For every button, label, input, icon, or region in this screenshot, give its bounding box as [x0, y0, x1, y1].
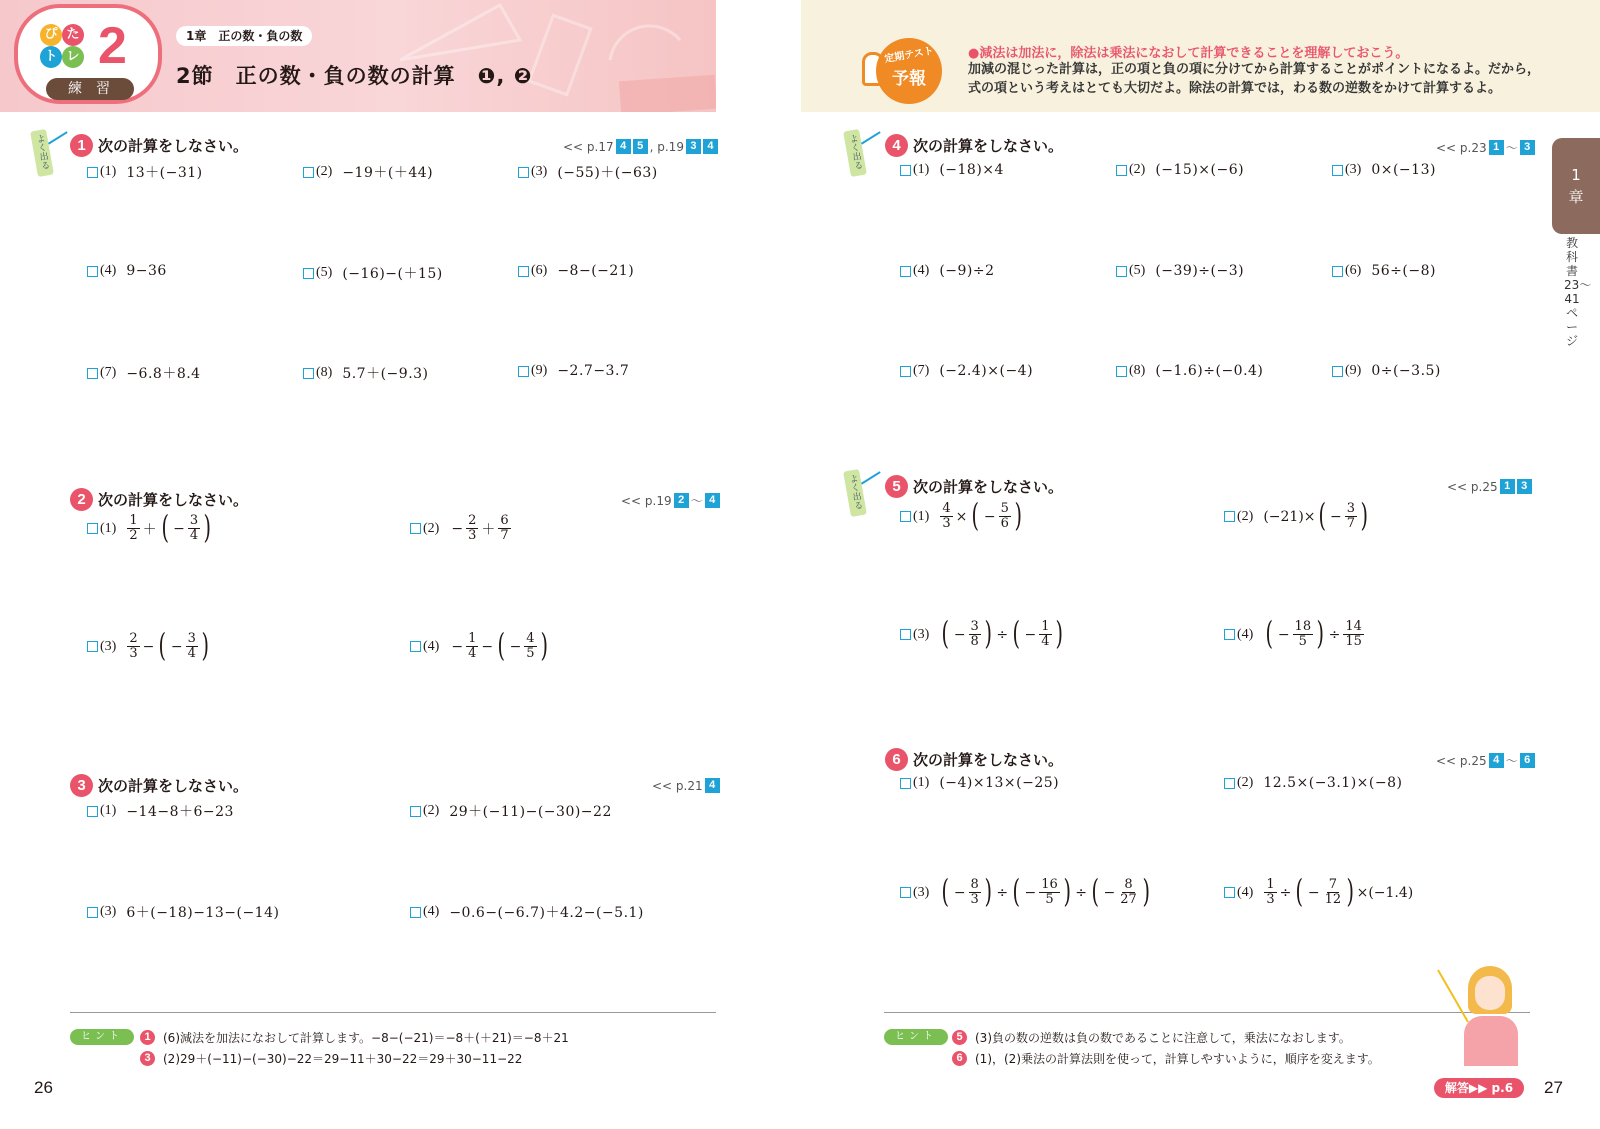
problem-item[interactable]: (4) ( − $\frac{18}{5}$ ) ÷ $\frac{14}{15}$	[1224, 620, 1365, 649]
fraction	[186, 632, 198, 661]
denominator: 3	[129, 646, 138, 661]
checkbox[interactable]	[1332, 165, 1343, 176]
chapter-tab-label: 1 章	[1568, 166, 1584, 206]
checkbox[interactable]	[1224, 887, 1235, 898]
checkbox[interactable]	[1224, 511, 1235, 522]
chapter-label: 1章 正の数・負の数	[176, 26, 312, 46]
checkbox[interactable]	[87, 167, 98, 178]
problem-item[interactable]	[1332, 162, 1436, 178]
problem-expression: (−2.4)×(−4)	[939, 363, 1034, 379]
problem-item[interactable]	[303, 363, 429, 383]
problem-label: (1)	[100, 164, 117, 179]
fraction	[1118, 878, 1139, 907]
checkbox[interactable]	[87, 907, 98, 918]
question-5-header	[885, 475, 1063, 498]
fraction	[1345, 502, 1357, 531]
problem-expression: (−18)×4	[939, 162, 1004, 178]
problem-expression: −6.8＋8.4	[126, 366, 201, 382]
hint-number: 6	[952, 1051, 967, 1066]
problem-item[interactable]	[303, 263, 443, 283]
checkbox[interactable]	[900, 165, 911, 176]
problem-label: (5)	[316, 265, 333, 280]
checkbox[interactable]	[1224, 778, 1235, 789]
problem-label: (6)	[1345, 263, 1362, 278]
question-instruction: 次の計算をしなさい。	[98, 491, 249, 509]
hint-label: ヒント	[884, 1029, 948, 1045]
denominator: 4	[468, 646, 477, 661]
hint-text: (6)減法を加法になおして計算します。−8−(−21)＝−8＋(＋21)＝−8＋21	[163, 1031, 569, 1045]
question-number: 3	[70, 774, 93, 797]
ref-box: 4	[1489, 753, 1504, 768]
problem-label: (1)	[100, 520, 117, 536]
ref-text: << p.23	[1436, 140, 1487, 155]
textbook-reference[interactable]	[652, 778, 720, 793]
fraction	[999, 502, 1011, 531]
ref-box: 6	[1520, 753, 1535, 768]
problem-expression: (−21)×	[1263, 508, 1316, 525]
problem-label: (4)	[423, 638, 440, 654]
pitatore-badge	[6, 2, 166, 108]
problem-label: (4)	[1237, 884, 1254, 900]
question-instruction: 次の計算をしなさい。	[913, 751, 1064, 769]
badge-label: 練習	[46, 78, 134, 100]
problem-label: (8)	[316, 365, 333, 380]
denominator: 27	[1120, 892, 1137, 907]
problem-item[interactable]: (3) $\frac{2}{3}$ − ( − $\frac{3}{4}$ )	[87, 632, 211, 661]
problem-label: (3)	[913, 884, 930, 900]
numerator: 1	[129, 513, 138, 528]
checkbox[interactable]	[518, 167, 529, 178]
problem-label: (4)	[1237, 626, 1254, 642]
problem-expression: 9−36	[126, 263, 167, 279]
hint-row	[140, 1050, 522, 1067]
ref-text: << p.25	[1436, 753, 1487, 768]
problem-expression: 13＋(−31)	[126, 165, 203, 181]
problem-item[interactable]	[1116, 363, 1263, 379]
ref-box: 1	[1500, 479, 1515, 494]
problem-label: (2)	[423, 520, 440, 536]
problem-expression: 0×(−13)	[1371, 162, 1436, 178]
logo-char: ト	[40, 46, 62, 68]
ref-text: << p.17	[563, 139, 614, 154]
question-3-header	[70, 774, 248, 797]
problem-label: (7)	[100, 365, 117, 380]
numerator: 1	[468, 631, 477, 646]
frequent-question-tag	[847, 130, 877, 182]
ref-text: << p.25	[1447, 479, 1498, 494]
denominator: 6	[1000, 516, 1009, 531]
problem-item[interactable]	[87, 363, 201, 383]
fraction	[466, 632, 478, 661]
denominator: 4	[187, 646, 196, 661]
ref-box: 5	[633, 139, 648, 154]
checkbox[interactable]	[1116, 366, 1127, 377]
problem-expression: 56÷(−8)	[1371, 263, 1436, 279]
problem-item[interactable]: (1) $\frac{4}{3}$ × ( − $\frac{5}{6}$ )	[900, 502, 1024, 531]
checkbox[interactable]	[410, 641, 421, 652]
problem-label: (4)	[100, 263, 117, 278]
problem-expression: (−15)×(−6)	[1155, 162, 1245, 178]
ref-box: 3	[1520, 140, 1535, 155]
fraction	[1343, 620, 1364, 649]
numerator: 5	[1000, 501, 1009, 516]
checkbox[interactable]	[900, 511, 911, 522]
problem-item[interactable]	[900, 775, 1059, 791]
fraction	[524, 632, 536, 661]
problem-item[interactable]: (1) $\frac{1}{2}$ ＋ ( − $\frac{3}{4}$ )	[87, 514, 214, 543]
tag-text: よく出る	[846, 133, 863, 171]
problem-expression: ×(−1.4)	[1356, 884, 1414, 901]
fraction	[498, 514, 510, 543]
ref-box: 4	[705, 778, 720, 793]
teacher-body	[1464, 1016, 1518, 1066]
checkbox[interactable]	[900, 366, 911, 377]
problem-expression: 0÷(−3.5)	[1371, 363, 1441, 379]
numerator: 4	[526, 631, 535, 646]
problem-expression: 12.5×(−3.1)×(−8)	[1263, 775, 1403, 791]
textbook-reference[interactable]	[563, 139, 718, 154]
question-number: 1	[70, 134, 93, 157]
textbook-pages-label: 教科書23〜41ページ	[1564, 236, 1592, 348]
test-forecast-badge	[862, 38, 948, 104]
question-6-header	[885, 748, 1063, 771]
fraction	[188, 514, 200, 543]
tape-decoration	[619, 75, 716, 112]
checkbox[interactable]	[1332, 266, 1343, 277]
problem-label: (3)	[1345, 162, 1362, 177]
problem-item[interactable]: (3) ( − $\frac{8}{3}$ ) ÷ ( − $\frac{16}{5}$ ) ÷ ( − $\frac{8}{27}$ )	[900, 878, 1152, 907]
question-instruction: 次の計算をしなさい。	[913, 478, 1064, 496]
problem-label: (7)	[913, 363, 930, 378]
question-instruction: 次の計算をしなさい。	[913, 137, 1064, 155]
hint-number: 1	[140, 1030, 155, 1045]
fraction	[1323, 878, 1344, 907]
problem-label: (3)	[100, 638, 117, 654]
fraction	[940, 502, 952, 531]
problem-label: (2)	[316, 164, 333, 179]
problem-item[interactable]	[900, 162, 1004, 178]
problem-label: (3)	[531, 164, 548, 179]
problem-expression: (−1.6)÷(−0.4)	[1155, 363, 1264, 379]
problem-expression: (−55)＋(−63)	[557, 165, 658, 181]
frequent-question-tag	[34, 130, 64, 182]
problem-item[interactable]	[518, 162, 658, 182]
problem-expression: (−4)×13×(−25)	[939, 775, 1060, 791]
hint-row	[952, 1029, 1351, 1046]
checkbox[interactable]	[87, 806, 98, 817]
problem-item[interactable]	[410, 801, 612, 821]
checkbox[interactable]	[303, 268, 314, 279]
problem-label: (4)	[423, 904, 440, 919]
checkbox[interactable]	[1116, 266, 1127, 277]
question-4-header	[885, 134, 1063, 157]
problem-expression: −2.7−3.7	[557, 363, 630, 379]
problem-label: (1)	[913, 508, 930, 524]
fraction	[127, 514, 139, 543]
fraction	[1293, 620, 1314, 649]
hint-text: (1)，(2)乗法の計算法則を使って，計算しやすいように，順序を変えます。	[975, 1052, 1380, 1066]
problem-label: (1)	[100, 803, 117, 818]
divider	[70, 1012, 716, 1013]
problem-label: (8)	[1129, 363, 1146, 378]
problem-expression: (−9)÷2	[939, 263, 995, 279]
problem-item[interactable]	[87, 162, 203, 182]
problem-label: (9)	[1345, 363, 1362, 378]
page-number-right: 27	[1544, 1078, 1563, 1097]
problem-item[interactable]: (2) − $\frac{2}{3}$ ＋ $\frac{6}{7}$	[410, 514, 512, 543]
forecast-top-text: 定期テスト	[883, 45, 935, 66]
numerator: 8	[970, 877, 979, 892]
checkbox[interactable]	[900, 778, 911, 789]
checkbox[interactable]	[303, 167, 314, 178]
checkbox[interactable]	[518, 366, 529, 377]
ref-box: 1	[1489, 140, 1504, 155]
checkbox[interactable]	[518, 266, 529, 277]
problem-label: (4)	[913, 263, 930, 278]
checkbox[interactable]	[303, 368, 314, 379]
problem-expression: −19＋(＋44)	[342, 165, 434, 181]
forecast-body: 加減の混じった計算は，正の項と負の項に分けてから計算することがポイントになるよ。だから，式の項という考えはとても大切だよ。除法の計算では，わる数の逆数をかけて計算するよ。	[968, 62, 1541, 96]
problem-item[interactable]	[303, 162, 433, 182]
question-number: 4	[885, 134, 908, 157]
pointer-stick	[1437, 970, 1469, 1023]
forecast-main-text: 予報	[892, 69, 926, 89]
page-number-left: 26	[34, 1078, 53, 1097]
badge-number: 2	[98, 17, 127, 75]
numerator: 7	[1328, 877, 1337, 892]
problem-item[interactable]	[1332, 363, 1441, 379]
ref-box: 2	[674, 493, 689, 508]
question-instruction: 次の計算をしなさい。	[98, 777, 249, 795]
numerator: 3	[189, 513, 199, 528]
numerator: 3	[187, 631, 196, 646]
ref-text: , p.19	[649, 139, 684, 154]
checkbox[interactable]	[410, 523, 421, 534]
denominator: 8	[970, 634, 979, 649]
ref-text: 〜	[1505, 141, 1518, 155]
problem-item[interactable]: (4) − $\frac{1}{4}$ − ( − $\frac{4}{5}$ )	[410, 632, 550, 661]
problem-item[interactable]	[1224, 775, 1402, 791]
question-number: 2	[70, 488, 93, 511]
textbook-reference[interactable]	[1436, 139, 1535, 156]
question-instruction: 次の計算をしなさい。	[98, 137, 249, 155]
ref-box: 4	[705, 493, 720, 508]
chapter-side-tab[interactable]	[1552, 138, 1600, 234]
problem-expression: 5.7＋(−9.3)	[342, 366, 429, 382]
checkbox[interactable]	[87, 523, 98, 534]
ref-text: 〜	[690, 494, 703, 508]
hint-label: ヒント	[70, 1029, 134, 1045]
numerator: 1	[1266, 877, 1275, 892]
hint-text: (2)29＋(−11)−(−30)−22＝29−11＋30−22＝29＋30−11−22	[163, 1052, 523, 1066]
problem-item[interactable]	[1116, 162, 1244, 178]
problem-item[interactable]	[900, 363, 1033, 379]
fraction	[1039, 878, 1060, 907]
problem-expression: 29＋(−11)−(−30)−22	[449, 804, 612, 820]
problem-expression: −8−(−21)	[557, 263, 635, 279]
fraction	[127, 632, 139, 661]
hint-number: 5	[952, 1030, 967, 1045]
pitatore-logo	[40, 24, 94, 68]
question-number: 5	[885, 475, 908, 498]
problem-expression: (−16)−(＋15)	[342, 266, 443, 282]
problem-item[interactable]	[518, 363, 629, 379]
denominator: 12	[1324, 892, 1342, 907]
denominator: 15	[1345, 634, 1362, 649]
denominator: 2	[129, 528, 138, 543]
numerator: 3	[970, 619, 979, 634]
teacher-illustration	[1448, 966, 1538, 1066]
denominator: 3	[1266, 892, 1275, 907]
logo-char: ぴ	[40, 24, 62, 46]
fraction	[1039, 620, 1051, 649]
textbook-reference[interactable]	[621, 492, 720, 509]
frequent-question-tag	[847, 470, 877, 522]
problem-label: (6)	[531, 263, 548, 278]
numerator: 16	[1041, 877, 1058, 892]
problem-expression: 6＋(−18)−13−(−14)	[126, 905, 280, 921]
checkbox[interactable]	[87, 266, 98, 277]
problem-item[interactable]	[900, 263, 995, 279]
denominator: 5	[1298, 634, 1307, 649]
ref-box: 4	[703, 139, 718, 154]
checkbox[interactable]	[1116, 165, 1127, 176]
hint-row	[952, 1050, 1380, 1067]
problem-item[interactable]	[87, 801, 234, 821]
answer-reference-button[interactable]: 解答▶▶ p.6	[1434, 1078, 1524, 1098]
problem-item[interactable]: (2) (−21)× ( − $\frac{3}{7}$ )	[1224, 502, 1371, 531]
problem-label: (2)	[1237, 508, 1254, 524]
denominator: 5	[526, 646, 535, 661]
ref-text: 〜	[1505, 754, 1518, 768]
denominator: 5	[1045, 892, 1054, 907]
tag-text: よく出る	[33, 133, 50, 171]
denominator: 7	[500, 528, 509, 543]
question-1-header	[70, 134, 248, 157]
checkbox[interactable]	[900, 266, 911, 277]
fraction	[969, 878, 981, 907]
denominator: 7	[1346, 516, 1356, 531]
problem-label: (5)	[1129, 263, 1146, 278]
problem-expression: (−39)÷(−3)	[1155, 263, 1245, 279]
checkbox[interactable]	[87, 368, 98, 379]
ref-box: 4	[616, 139, 631, 154]
checkbox[interactable]	[87, 641, 98, 652]
hint-text: (3)負の数の逆数は負の数であることに注意して，乗法になおします。	[975, 1031, 1351, 1045]
fraction	[969, 620, 981, 649]
numerator: 3	[1346, 501, 1356, 516]
numerator: 8	[1124, 877, 1133, 892]
logo-char: レ	[62, 46, 84, 68]
numerator: 4	[942, 501, 951, 516]
checkbox[interactable]	[900, 629, 911, 640]
numerator: 18	[1294, 619, 1312, 634]
denominator: 3	[970, 892, 979, 907]
numerator: 6	[500, 513, 509, 528]
numerator: 2	[468, 513, 477, 528]
denominator: 3	[942, 516, 951, 531]
question-number: 6	[885, 748, 908, 771]
ref-text: << p.19	[621, 493, 672, 508]
ref-box: 3	[1517, 479, 1532, 494]
checkbox[interactable]	[1224, 629, 1235, 640]
logo-char: た	[62, 24, 84, 46]
problem-item[interactable]	[518, 263, 634, 279]
question-2-header	[70, 488, 248, 511]
numerator: 2	[129, 631, 138, 646]
problem-item[interactable]	[1116, 263, 1244, 279]
checkbox[interactable]	[1332, 366, 1343, 377]
problem-expression: −14−8＋6−23	[126, 804, 234, 820]
hint-number: 3	[140, 1051, 155, 1066]
fraction	[1264, 878, 1276, 907]
fraction	[466, 514, 478, 543]
problem-item[interactable]: (4) $\frac{1}{3}$ ÷ ( − $\frac{7}{12}$ ) ×(−1.4)	[1224, 878, 1413, 907]
checkbox[interactable]	[900, 887, 911, 898]
teacher-face	[1475, 976, 1505, 1010]
forecast-headline: ●減法は加法に，除法は乗法になおして計算できることを理解しておこう。	[968, 46, 1409, 61]
ref-text: << p.21	[652, 778, 703, 793]
denominator: 3	[468, 528, 477, 543]
problem-label: (2)	[1129, 162, 1146, 177]
tag-text: よく出る	[846, 473, 863, 511]
problem-item[interactable]: (3) ( − $\frac{3}{8}$ ) ÷ ( − $\frac{1}{4}$ )	[900, 620, 1065, 649]
numerator: 1	[1041, 619, 1050, 634]
problem-expression: −0.6−(−6.7)＋4.2−(−5.1)	[449, 905, 644, 921]
problem-label: (2)	[423, 803, 440, 818]
ref-box: 3	[686, 139, 701, 154]
problem-item[interactable]	[1332, 263, 1436, 279]
problem-label: (1)	[913, 775, 930, 790]
denominator: 4	[1041, 634, 1050, 649]
arrow-icon	[861, 131, 887, 155]
arrow-icon	[861, 471, 887, 495]
problem-label: (9)	[531, 363, 548, 378]
textbook-reference[interactable]	[1436, 752, 1535, 769]
textbook-reference[interactable]	[1447, 479, 1532, 494]
problem-label: (1)	[913, 162, 930, 177]
numerator: 14	[1345, 619, 1362, 634]
problem-item[interactable]	[87, 902, 279, 922]
problem-label: (3)	[100, 904, 117, 919]
checkbox[interactable]	[410, 907, 421, 918]
problem-label: (2)	[1237, 775, 1254, 790]
problem-item[interactable]	[410, 902, 644, 922]
section-title: 2節 正の数・負の数の計算 ❶, ❷	[176, 64, 533, 88]
hint-row	[140, 1029, 569, 1046]
denominator: 4	[189, 528, 199, 543]
divider	[884, 1012, 1530, 1013]
problem-label: (3)	[913, 626, 930, 642]
problem-item[interactable]	[87, 263, 167, 279]
checkbox[interactable]	[410, 806, 421, 817]
